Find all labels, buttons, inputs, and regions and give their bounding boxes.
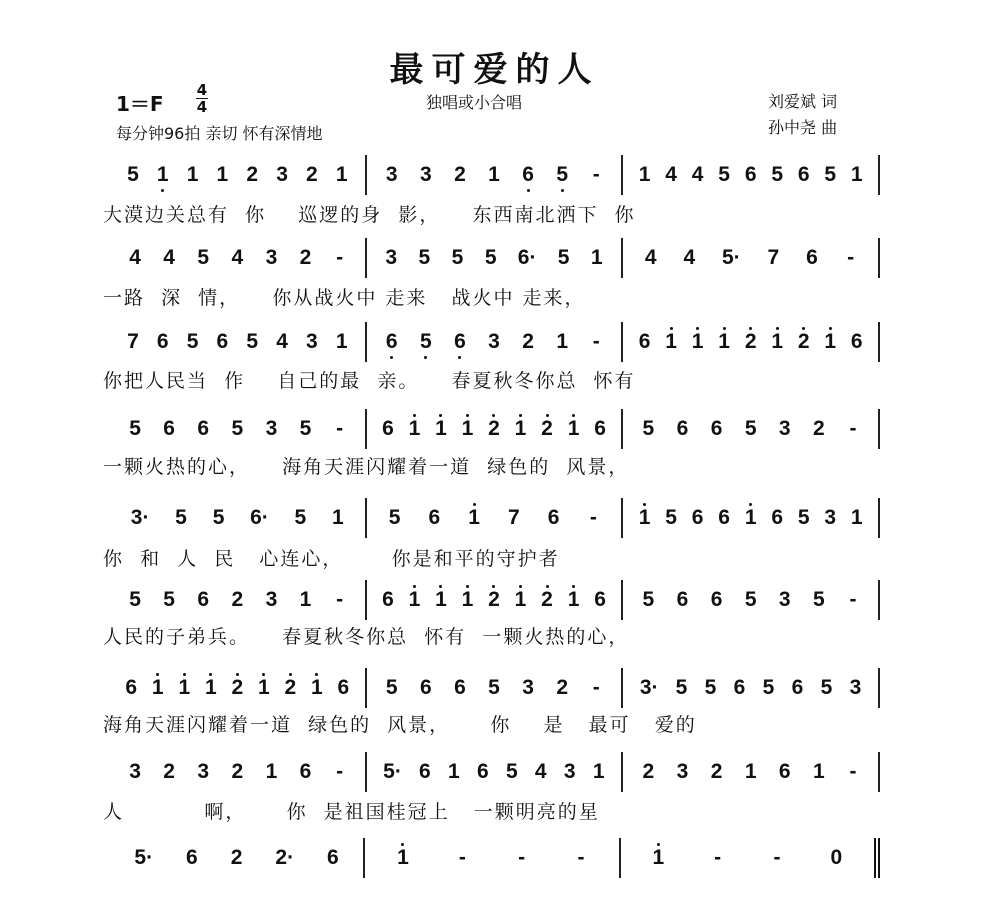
note: 3: [385, 163, 398, 186]
time-signature: [196, 82, 208, 115]
note: 6: [454, 676, 466, 699]
note: 5: [299, 417, 312, 440]
note: -: [592, 330, 600, 353]
notation-row: [110, 409, 880, 449]
note: 6: [299, 760, 312, 783]
note: 5: [820, 676, 833, 699]
note: 5: [129, 417, 141, 440]
lyrics-line: 人民的子弟兵。 春夏秋冬你总 怀有 一颗火热的心，: [103, 626, 630, 648]
tempo-marking: 每分钟96拍 亲切 怀有深情地: [116, 124, 323, 143]
composer: 孙中尧 曲: [768, 118, 838, 137]
note: 5·: [721, 246, 741, 269]
measure: [623, 409, 880, 449]
note: 6: [382, 588, 394, 611]
note: 5: [642, 588, 655, 611]
note: 3: [522, 676, 534, 699]
note: 2: [710, 760, 723, 783]
note: 5: [488, 676, 500, 699]
note: 5: [556, 163, 569, 186]
note: 5: [419, 330, 432, 353]
note: -: [336, 417, 344, 440]
note: 2: [231, 588, 244, 611]
note: 0: [830, 846, 843, 869]
note: 1: [567, 588, 580, 611]
lyrics-line: 人 啊， 你 是祖国桂冠上 一颗明亮的星: [103, 801, 600, 823]
time-top: 4: [196, 81, 208, 99]
note: 1: [335, 163, 348, 186]
measure: [367, 498, 624, 538]
note: 1: [488, 163, 500, 186]
note: 3·: [130, 506, 150, 529]
note: 3: [385, 246, 398, 269]
note: 5: [197, 246, 210, 269]
notation-row: [110, 322, 880, 362]
note: 1: [638, 506, 651, 529]
note: 4: [534, 760, 547, 783]
note: 4: [163, 246, 175, 269]
measure: [367, 668, 624, 708]
note: 3: [265, 246, 278, 269]
notation-row: [110, 155, 880, 195]
note: 1: [332, 506, 344, 529]
note: 6: [418, 760, 431, 783]
note: 1: [335, 330, 348, 353]
lyrics-line: 一路 深 情， 你从战火中 走来 战火中 走来，: [103, 287, 586, 309]
note: 1: [590, 246, 603, 269]
note: 5: [505, 760, 518, 783]
measure: [110, 838, 365, 878]
note: 1: [435, 588, 447, 611]
note: 1: [299, 588, 312, 611]
note: 1: [435, 417, 447, 440]
measure: [367, 322, 624, 362]
note: 6: [327, 846, 339, 869]
note: 6: [806, 246, 818, 269]
note: 4: [276, 330, 288, 353]
note: 1: [850, 163, 863, 186]
note: 7: [508, 506, 520, 529]
measure: [110, 580, 367, 620]
note: 5: [718, 163, 730, 186]
notation-row: [110, 752, 880, 792]
note: 1: [408, 588, 421, 611]
note: 2: [163, 760, 175, 783]
note: 2: [797, 330, 810, 353]
note: 3: [488, 330, 500, 353]
note: 1: [204, 676, 217, 699]
note: 5: [744, 417, 757, 440]
note: 6: [778, 760, 791, 783]
note: 3: [265, 417, 278, 440]
note: 5: [175, 506, 187, 529]
lyrics-line: 一颗火热的心， 海角天涯闪耀着一道 绿色的 风景，: [103, 456, 630, 478]
note: 6·: [250, 506, 269, 529]
note: 2: [231, 676, 244, 699]
note: 2: [454, 163, 466, 186]
measure: [365, 838, 620, 878]
note: 5·: [134, 846, 154, 869]
note: -: [518, 846, 526, 869]
measure: [623, 580, 880, 620]
note: 2: [488, 417, 500, 440]
note: 6: [125, 676, 138, 699]
note: 5: [704, 676, 717, 699]
key-signature: 1＝F: [116, 92, 164, 116]
note: -: [577, 846, 585, 869]
note: 6: [197, 417, 210, 440]
note: 4: [665, 163, 677, 186]
note: -: [589, 506, 597, 529]
note: 2: [744, 330, 757, 353]
note: 5: [557, 246, 570, 269]
note: 1: [718, 330, 730, 353]
note: 6: [337, 676, 350, 699]
measure: [110, 155, 367, 195]
lyrics-line: 你把人民当 作 自己的最 亲。 春夏秋冬你总 怀有: [103, 370, 636, 392]
measure: [623, 322, 880, 362]
lyricist: 刘爱斌 词: [768, 92, 838, 111]
note: 5: [163, 588, 175, 611]
note: 1: [567, 417, 580, 440]
note: 5: [451, 246, 464, 269]
note: 6: [594, 588, 606, 611]
note: 5: [665, 506, 677, 529]
note: 6: [718, 506, 730, 529]
note: 5: [771, 163, 784, 186]
measure: [623, 155, 880, 195]
notation-row: [110, 668, 880, 708]
note: 6: [691, 506, 704, 529]
note: 3: [197, 760, 210, 783]
note: 2: [306, 163, 318, 186]
note: 1: [156, 163, 169, 186]
note: 2: [299, 246, 312, 269]
note: 2: [230, 846, 243, 869]
note: 1: [638, 163, 651, 186]
note: 5: [675, 676, 688, 699]
note: 5: [127, 163, 139, 186]
notation-row: [110, 498, 880, 538]
note: 2: [813, 417, 825, 440]
note: 6: [733, 676, 746, 699]
notation-row: [110, 238, 880, 278]
note: 6: [710, 588, 723, 611]
notation-row: [110, 838, 880, 878]
note: 1: [408, 417, 421, 440]
note: 5: [246, 330, 259, 353]
note: 6: [638, 330, 651, 353]
note: 3: [419, 163, 432, 186]
measure: [623, 668, 880, 708]
note: 6: [710, 417, 723, 440]
note: 1: [447, 760, 460, 783]
note: 6: [797, 163, 810, 186]
note: 1: [744, 506, 757, 529]
note: -: [849, 417, 857, 440]
note: 5·: [383, 760, 402, 783]
note: 1: [744, 760, 757, 783]
note: 6: [850, 330, 863, 353]
note: 6: [382, 417, 394, 440]
note: 1: [771, 330, 784, 353]
note: 2: [541, 588, 553, 611]
note: -: [847, 246, 855, 269]
note: 7: [127, 330, 139, 353]
note: 1: [556, 330, 569, 353]
note: -: [336, 246, 344, 269]
note: 1: [257, 676, 270, 699]
subtitle: 独唱或小合唱: [426, 93, 523, 112]
note: 2: [642, 760, 655, 783]
measure: [367, 752, 624, 792]
note: 4: [691, 163, 704, 186]
note: 1: [813, 760, 825, 783]
lyrics-line: 海角天涯闪耀着一道 绿色的 风景， 你 是 最可 爱的: [103, 714, 697, 736]
measure: [367, 409, 624, 449]
note: 5: [186, 330, 199, 353]
note: 6: [744, 163, 757, 186]
measure: [623, 238, 880, 278]
note: 6: [454, 330, 466, 353]
note: 3·: [639, 676, 659, 699]
note: 5: [388, 506, 401, 529]
note: 1: [850, 506, 863, 529]
measure: [367, 580, 624, 620]
note: 5: [762, 676, 775, 699]
note: 5: [813, 588, 825, 611]
note: -: [592, 163, 600, 186]
note: 1: [824, 330, 837, 353]
measure: [110, 498, 367, 538]
note: 5: [418, 246, 431, 269]
note: -: [336, 760, 344, 783]
note: 5: [231, 417, 244, 440]
note: -: [714, 846, 722, 869]
measure: [623, 498, 880, 538]
time-bottom: 4: [196, 98, 208, 116]
note: 6: [186, 846, 198, 869]
note: 3: [824, 506, 837, 529]
measure: [110, 668, 367, 708]
measure: [621, 838, 880, 878]
note: 6: [385, 330, 398, 353]
note: 6: [547, 506, 560, 529]
note: 6: [522, 163, 534, 186]
note: 2: [231, 760, 244, 783]
note: 3: [778, 588, 791, 611]
note: 1: [514, 588, 527, 611]
note: -: [458, 846, 466, 869]
note: 1: [592, 760, 605, 783]
note: -: [592, 676, 600, 699]
note: 2: [246, 163, 259, 186]
note: 6: [163, 417, 175, 440]
note: 5: [797, 506, 810, 529]
note: 3: [306, 330, 318, 353]
note: 1: [178, 676, 191, 699]
note: 5: [385, 676, 398, 699]
note: 1: [468, 506, 480, 529]
note: 3: [129, 760, 141, 783]
note: 6: [156, 330, 169, 353]
lyrics-line: 大漠边关总有 你 巡逻的身 影， 东西南北洒下 你: [103, 204, 636, 226]
note: 3: [265, 588, 278, 611]
note: 1: [216, 163, 229, 186]
note: 1: [652, 846, 665, 869]
note: 1: [151, 676, 164, 699]
note: 3: [676, 760, 689, 783]
note: 1: [691, 330, 704, 353]
note: -: [849, 760, 857, 783]
note: 4: [644, 246, 657, 269]
note: 2: [488, 588, 500, 611]
note: 1: [311, 676, 323, 699]
note: 6·: [517, 246, 537, 269]
measure: [623, 752, 880, 792]
note: 1: [461, 588, 474, 611]
note: 2: [284, 676, 297, 699]
note: 5: [824, 163, 837, 186]
measure: [110, 322, 367, 362]
note: 5: [744, 588, 757, 611]
note: 3: [563, 760, 576, 783]
note: 6: [771, 506, 784, 529]
measure: [110, 238, 367, 278]
note: 7: [767, 246, 780, 269]
measure: [367, 155, 624, 195]
note: 3: [276, 163, 288, 186]
note: 6: [216, 330, 229, 353]
note: 1: [461, 417, 474, 440]
note: 1: [397, 846, 409, 869]
note: 4: [231, 246, 244, 269]
note: 4: [683, 246, 696, 269]
note: 5: [642, 417, 655, 440]
note: 5: [294, 506, 307, 529]
note: 6: [676, 588, 689, 611]
note: 3: [778, 417, 791, 440]
note: 6: [419, 676, 432, 699]
note: 2: [541, 417, 553, 440]
note: 6: [676, 417, 689, 440]
note: 2: [556, 676, 569, 699]
measure: [110, 752, 367, 792]
note: 5: [212, 506, 225, 529]
note: 6: [791, 676, 804, 699]
note: 1: [265, 760, 278, 783]
note: 4: [129, 246, 141, 269]
note: 2·: [275, 846, 295, 869]
note: -: [773, 846, 781, 869]
note: 2: [522, 330, 534, 353]
measure: [367, 238, 624, 278]
note: 6: [476, 760, 489, 783]
note: 1: [665, 330, 677, 353]
note: 3: [849, 676, 862, 699]
note: 6: [428, 506, 441, 529]
note: -: [336, 588, 344, 611]
measure: [110, 409, 367, 449]
note: 5: [129, 588, 141, 611]
lyrics-line: 你 和 人 民 心连心， 你是和平的守护者: [103, 548, 560, 570]
note: 6: [197, 588, 210, 611]
note: -: [849, 588, 857, 611]
notation-row: [110, 580, 880, 620]
note: 5: [484, 246, 497, 269]
note: 1: [514, 417, 527, 440]
note: 6: [594, 417, 606, 440]
song-title: 最可爱的人: [389, 50, 600, 90]
note: 1: [186, 163, 199, 186]
